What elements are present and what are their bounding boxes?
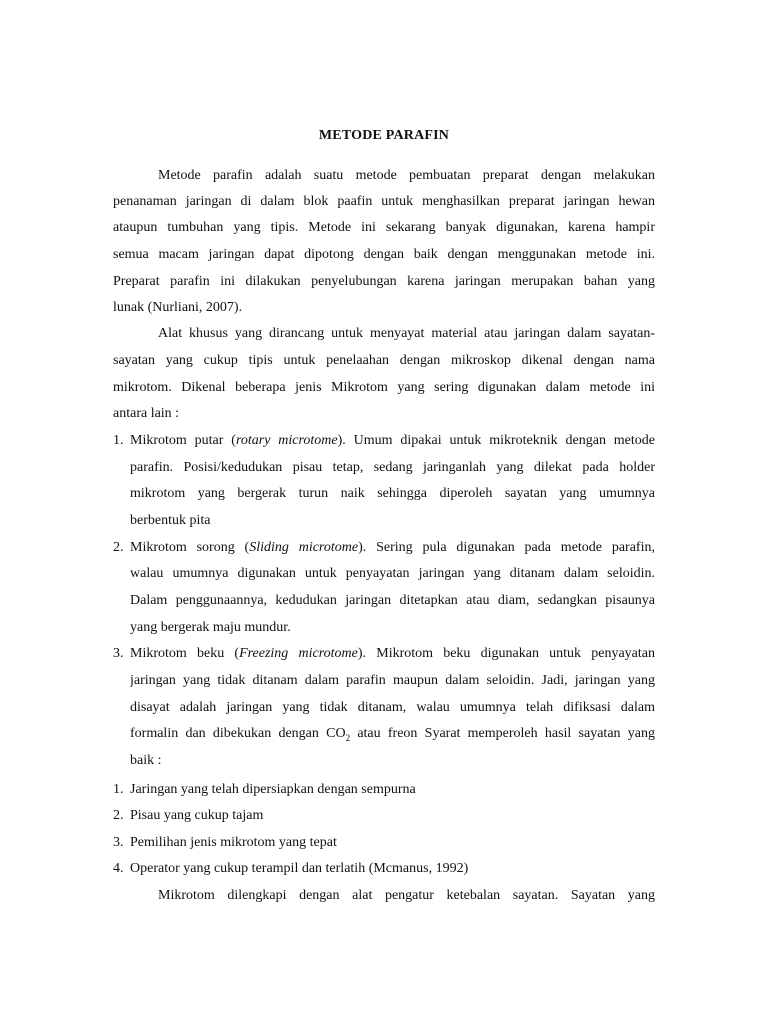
document-title: METODE PARAFIN <box>318 128 450 143</box>
list-item: Jaringan yang telah dipersiapkan dengan sempurna <box>130 782 416 797</box>
term-italic: Sliding microtome <box>249 540 359 555</box>
list-item-line: parafin. Posisi/kedudukan pisau tetap, sedang jaringanlah yang dilekat pada holder <box>130 460 655 475</box>
list-item-line: walau umumnya digunakan untuk penyayatan jaringan yang ditanam dalam seloidin. <box>130 566 655 581</box>
list-number: 2. <box>113 808 124 823</box>
para2-line: sayatan yang cukup tipis untuk penelaahan dengan mikroskop dikenal dengan nama <box>113 353 655 368</box>
para1-line: penanaman jaringan di dalam blok paafin untuk menghasilkan preparat jaringan hewan <box>113 194 655 209</box>
list-item-first-line: Mikrotom sorong (Sliding microtome). Sering pula digunakan pada metode parafin, <box>130 540 655 555</box>
para1-line: ataupun tumbuhan yang tipis. Metode ini sekarang banyak digunakan, karena hampir <box>113 220 655 235</box>
para3-line: Mikrotom dilengkapi dengan alat pengatur ketebalan sayatan. Sayatan yang <box>158 888 655 903</box>
list-item-first-line: Mikrotom beku (Freezing microtome). Mikrotom beku digunakan untuk penyayatan <box>130 646 655 661</box>
list-item-line: mikrotom yang bergerak turun naik sehingga diperoleh sayatan yang umumnya <box>130 486 655 501</box>
para2-line: antara lain : <box>113 406 180 421</box>
list-item-line: baik : <box>130 753 162 768</box>
list-item-line: formalin dan dibekukan dengan $CO_2$ atau freon Syarat memperoleh hasil sayatan yang <box>130 726 655 743</box>
list-item-line: disayat adalah jaringan yang tidak ditanam, walau umumnya telah difiksasi dalam <box>130 700 655 715</box>
list-number: 3. <box>113 835 124 850</box>
para1-line: Preparat parafin ini dilakukan penyelubungan karena jaringan merupakan bahan yang <box>113 274 655 289</box>
para2-line: Alat khusus yang dirancang untuk menyayat material atau jaringan dalam sayatan- <box>158 326 655 341</box>
list-number: 4. <box>113 861 124 876</box>
term-italic: rotary microtome <box>235 433 338 448</box>
list-item-line: jaringan yang tidak ditanam dalam parafin maupun dalam seloidin. Jadi, jaringan yang <box>130 673 655 688</box>
list-item-line: yang bergerak maju mundur. <box>130 620 291 635</box>
para1-line: Metode parafin adalah suatu metode pembuatan preparat dengan melakukan <box>158 168 655 183</box>
list-number: 2. <box>113 540 124 555</box>
list-number: 1. <box>113 782 124 797</box>
list-item-line: berbentuk pita <box>130 513 211 528</box>
para1-line: lunak (Nurliani, 2007). <box>113 300 243 315</box>
list-item-line: Dalam penggunaannya, kedudukan jaringan ditetapkan atau diam, sedangkan pisaunya <box>130 593 655 608</box>
list-number: 3. <box>113 646 124 661</box>
list-item: Pemilihan jenis mikrotom yang tepat <box>130 835 337 850</box>
para1-line: semua macam jaringan dapat dipotong dengan baik dengan menggunakan metode ini. <box>113 247 655 262</box>
list-number: 1. <box>113 433 124 448</box>
list-item-first-line: Mikrotom putar (rotary microtome). Umum dipakai untuk mikroteknik dengan metode <box>130 433 655 448</box>
list-item: Pisau yang cukup tajam <box>130 808 264 823</box>
list-item: Operator yang cukup terampil dan terlatih (Mcmanus, 1992) <box>130 861 469 876</box>
para2-line: mikrotom. Dikenal beberapa jenis Mikrotom yang sering digunakan dalam metode ini <box>113 380 655 395</box>
term-italic: Freezing microtome <box>239 646 358 661</box>
